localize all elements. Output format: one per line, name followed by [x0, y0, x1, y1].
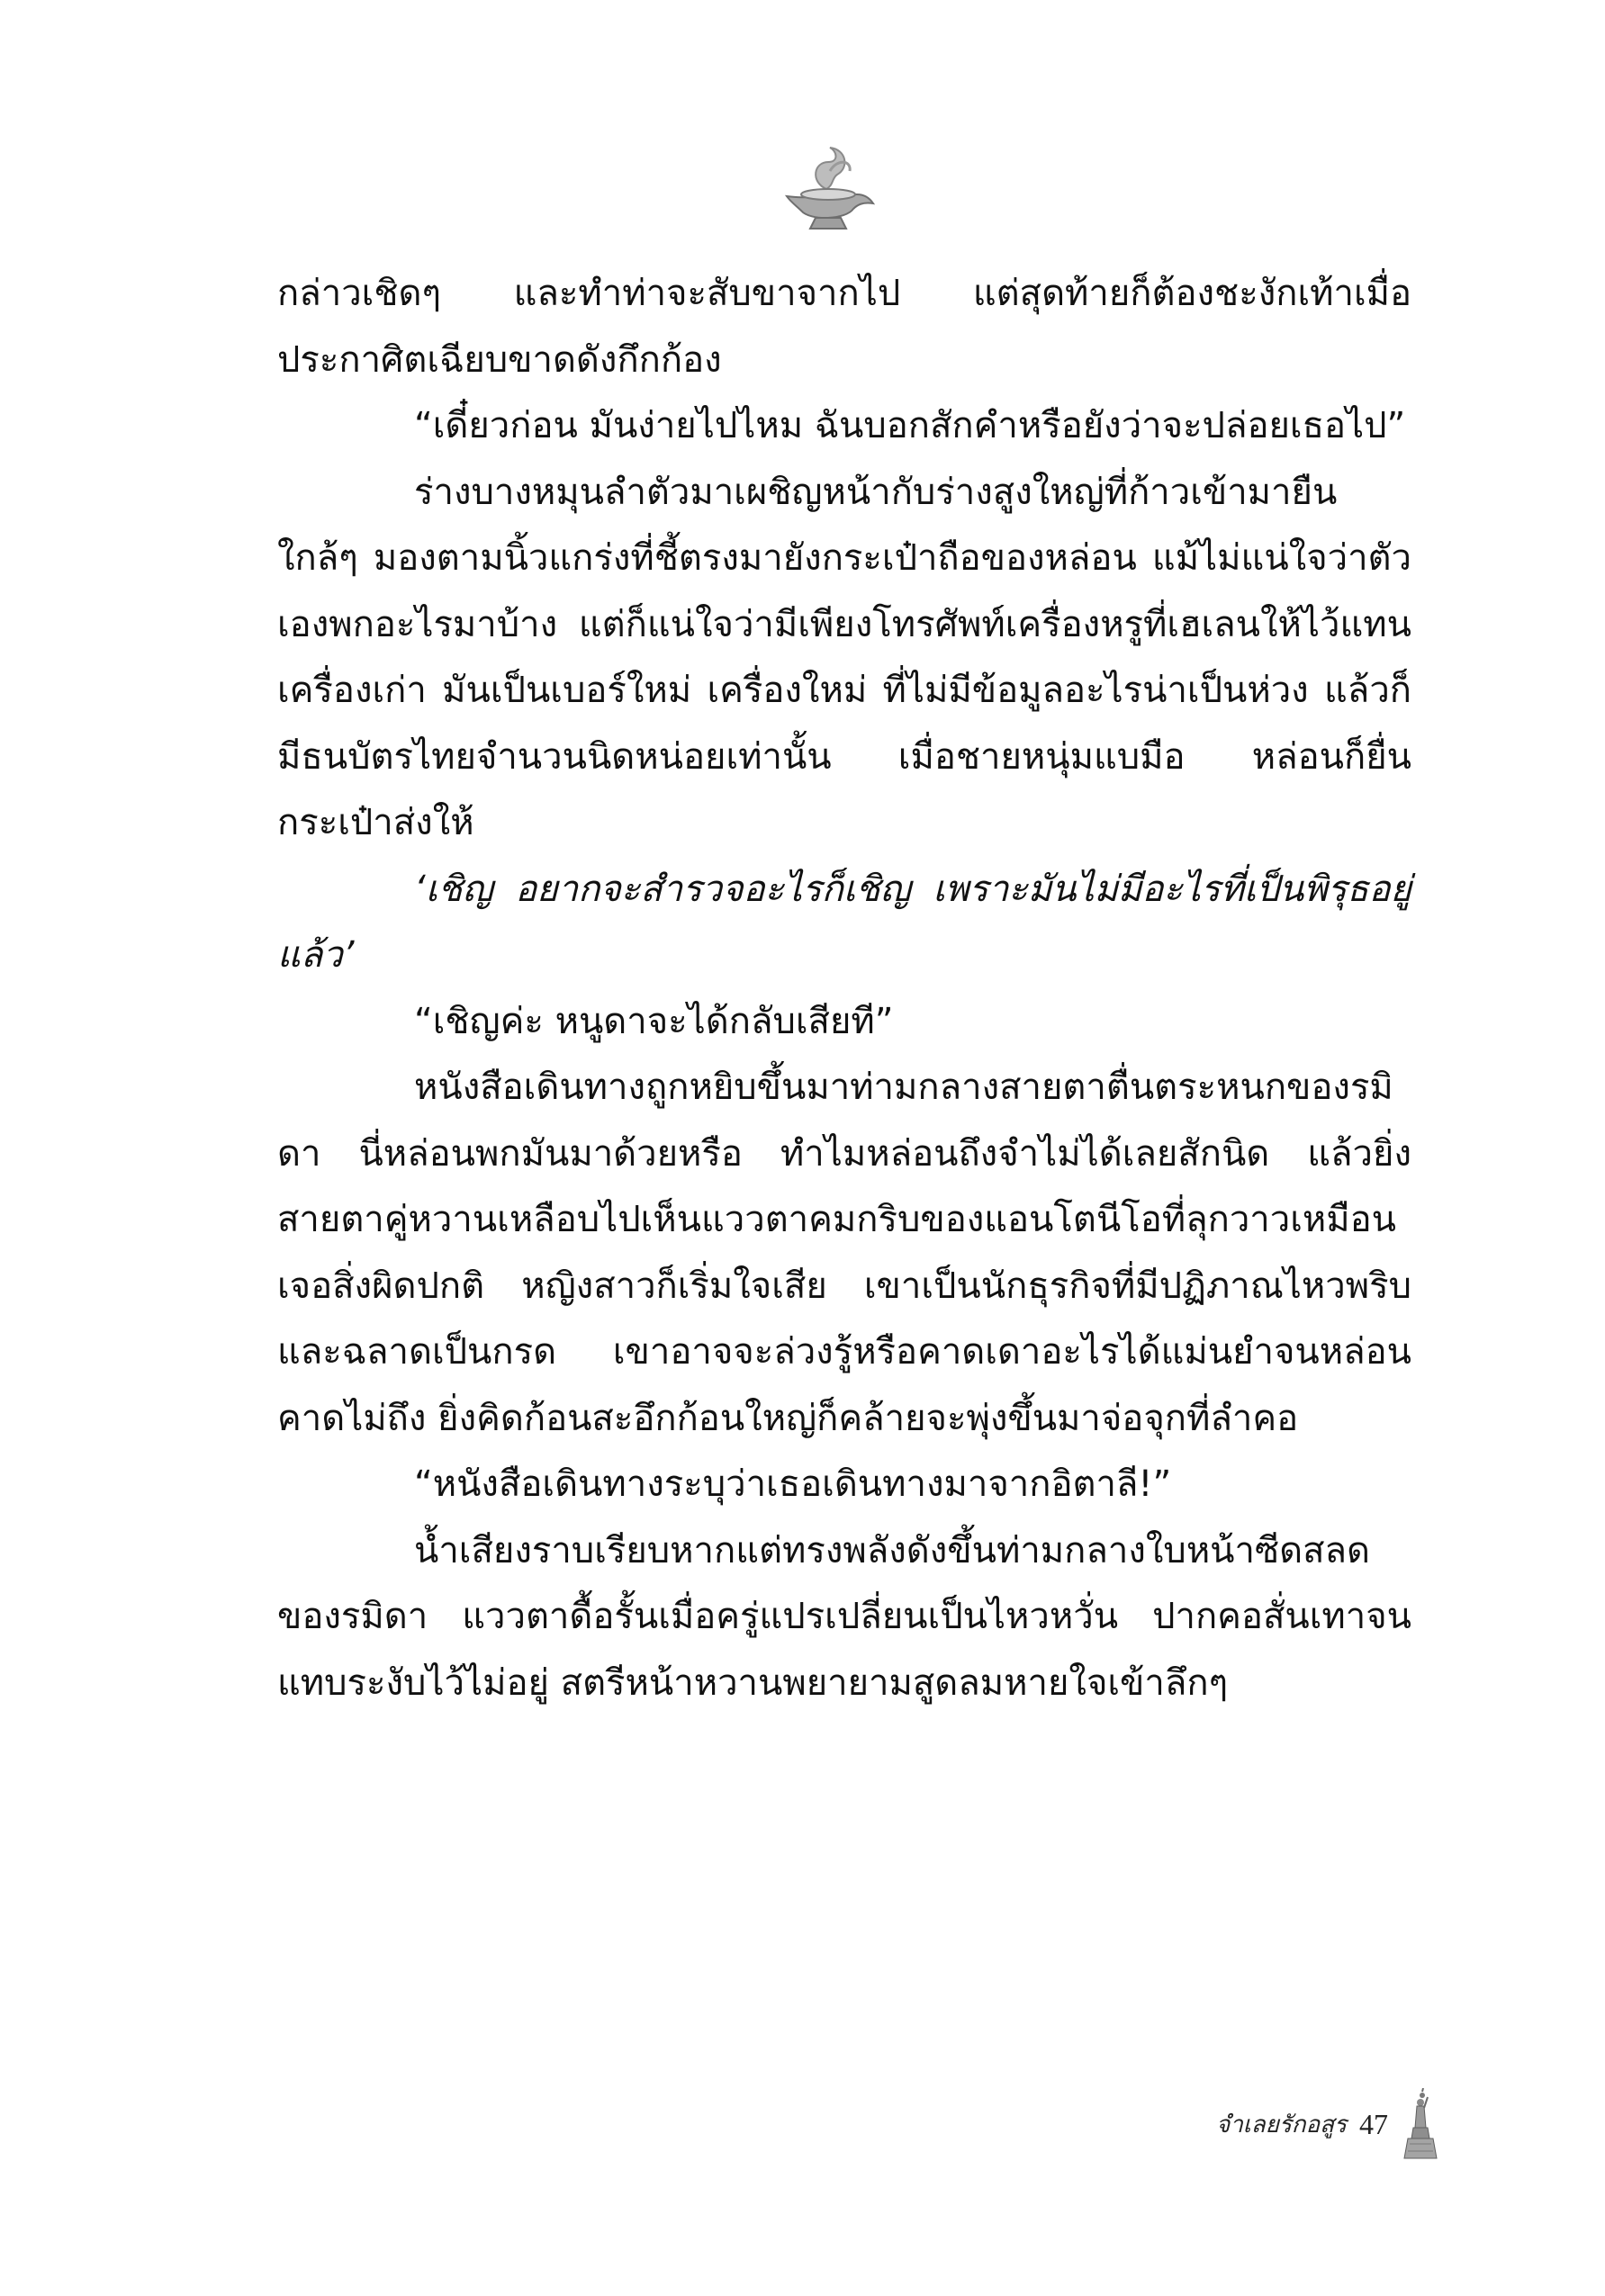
- paragraph: ร่างบางหมุนลำตัวมาเผชิญหน้ากับร่างสูงใหญ่ที่ก้าวเข้ามายืนใกล้ๆ มองตามนิ้วแกร่งที่ชี้ตรงมายังกระเป๋าถือของหล่อน แม้ไม่แน่ใจว่าตัวเองพกอะไรมาบ้าง แต่ก็แน่ใจว่ามีเพียงโทรศัพท์เครื่องหรูที่เฮเลนให้ไว้แทนเครื่องเก่า มันเป็นเบอร์ใหม่ เครื่องใหม่ ที่ไม่มีข้อมูลอะไรน่าเป็นห่วง แล้วก็มีธนบัตรไทยจำนวนนิดหน่อยเท่านั้น เมื่อชายหนุ่มแบมือ หล่อนก็ยื่นกระเป๋าส่งให้: [277, 471, 1411, 843]
- paragraph: กล่าวเชิดๆ และทำท่าจะสับขาจากไป แต่สุดท้ายก็ต้องชะงักเท้าเมื่อประกาศิตเฉียบขาดดังกึกก้อง: [277, 273, 1411, 381]
- paragraph: “เชิญค่ะ หนูดาจะได้กลับเสียที”: [414, 1000, 894, 1042]
- oil-lamp-icon: [774, 135, 882, 243]
- paragraph: “หนังสือเดินทางระบุว่าเธอเดินทางมาจากอิตาลี!”: [414, 1463, 1172, 1505]
- text-body: [277, 261, 1411, 1716]
- paragraph: น้ำเสียงราบเรียบหากแต่ทรงพลังดังขึ้นท่ามกลางใบหน้าซีดสลดของรมิดา แววตาดื้อรั้นเมื่อครู่แปรเปลี่ยนเป็นไหวหวั่น ปากคอสั่นเทาจนแทบระงับไว้ไม่อยู่ สตรีหน้าหวานพยายามสูดลมหายใจเข้าลึกๆ: [277, 1529, 1411, 1704]
- paragraph: หนังสือเดินทางถูกหยิบขึ้นมาท่ามกลางสายตาตื่นตระหนกของรมิดา นี่หล่อนพกมันมาด้วยหรือ ทำไมหล่อนถึงจำไม่ได้เลยสักนิด แล้วยิ่งสายตาคู่หวานเหลือบไปเห็นแววตาคมกริบของแอนโตนีโอที่ลุกวาวเหมือนเจอสิ่งผิดปกติ หญิงสาวก็เริ่มใจเสีย เขาเป็นนักธุรกิจที่มีปฏิภาณไหวพริบและฉลาดเป็นกรด เขาอาจจะล่วงรู้หรือคาดเดาอะไรได้แม่นยำจนหล่อนคาดไม่ถึง ยิ่งคิดก้อนสะอึกก้อนใหญ่ก็คล้ายจะพุ่งขึ้นมาจ่อจุกที่ลำคอ: [277, 1067, 1411, 1439]
- statue-icon: [1401, 2088, 1440, 2160]
- page-footer: [1170, 2088, 1440, 2160]
- book-title: จำเลยรักอสูร: [1215, 2111, 1347, 2138]
- paragraph: “เดี๋ยวก่อน มันง่ายไปไหม ฉันบอกสักคำหรือยังว่าจะปล่อยเธอไป”: [414, 405, 1406, 446]
- page-number: 47: [1359, 2107, 1388, 2140]
- paragraph: ‘เชิญ อยากจะสำรวจอะไรก็เชิญ เพราะมันไม่มีอะไรที่เป็นพิรุธอยู่แล้ว’: [277, 868, 1411, 976]
